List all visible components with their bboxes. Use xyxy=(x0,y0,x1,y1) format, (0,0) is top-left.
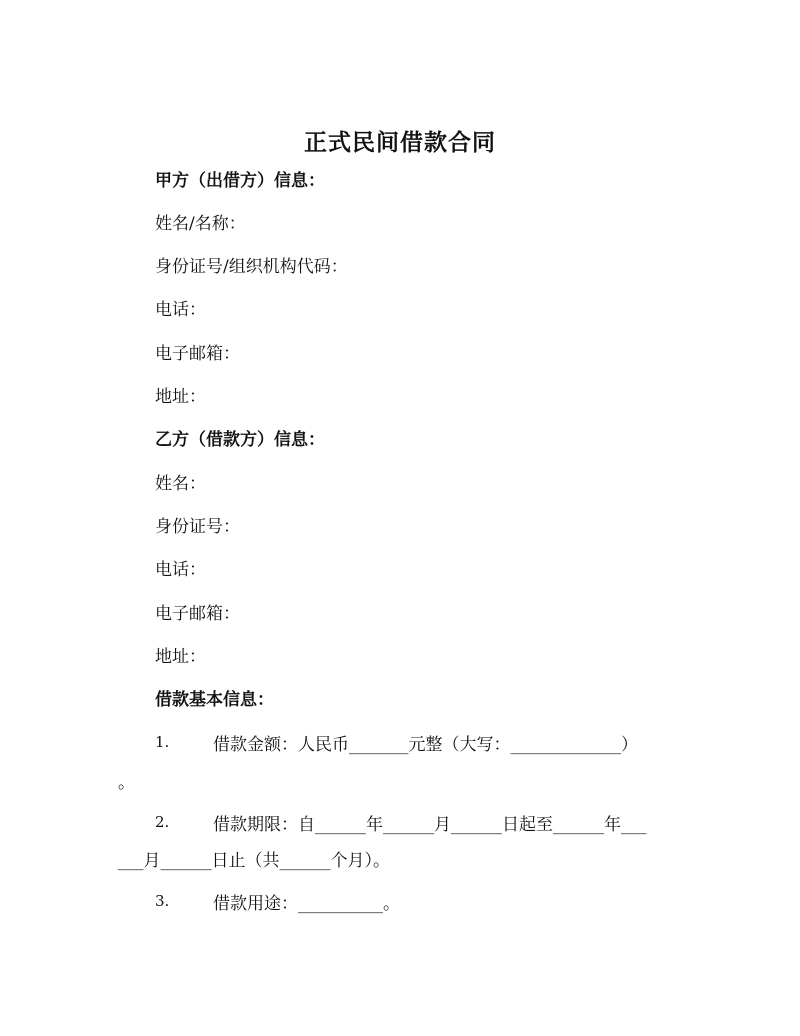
list-item-number: 3. xyxy=(155,892,170,910)
party-b-phone-label: 电话： xyxy=(155,560,206,580)
list-item-number: 1. xyxy=(155,733,170,751)
list-item-number: 2. xyxy=(155,813,170,831)
party-b-name-label: 姓名： xyxy=(155,474,206,494)
loan-purpose-text: 借款用途：__________。 xyxy=(213,894,400,914)
document-title: 正式民间借款合同 xyxy=(304,129,496,156)
party-b-heading: 乙方（借款方）信息： xyxy=(155,430,325,450)
party-b-id-label: 身份证号： xyxy=(155,517,240,537)
loan-term-continuation: ___月______日止（共______个月）。 xyxy=(118,851,390,871)
party-a-id-label: 身份证号/组织机构代码： xyxy=(155,257,348,277)
loan-amount-text: 借款金额：人民币_______元整（大写：_____________） xyxy=(213,735,638,755)
party-a-address-label: 地址： xyxy=(155,387,206,407)
party-a-name-label: 姓名/名称： xyxy=(155,214,246,234)
loan-term-text: 借款期限：自______年______月______日起至______年___ xyxy=(213,815,647,835)
party-a-email-label: 电子邮箱： xyxy=(155,344,240,364)
party-b-address-label: 地址： xyxy=(155,647,206,667)
party-a-phone-label: 电话： xyxy=(155,300,206,320)
loan-info-heading: 借款基本信息： xyxy=(155,690,274,710)
party-b-email-label: 电子邮箱： xyxy=(155,604,240,624)
party-a-heading: 甲方（出借方）信息： xyxy=(155,171,325,191)
loan-amount-continuation: 。 xyxy=(118,773,135,793)
